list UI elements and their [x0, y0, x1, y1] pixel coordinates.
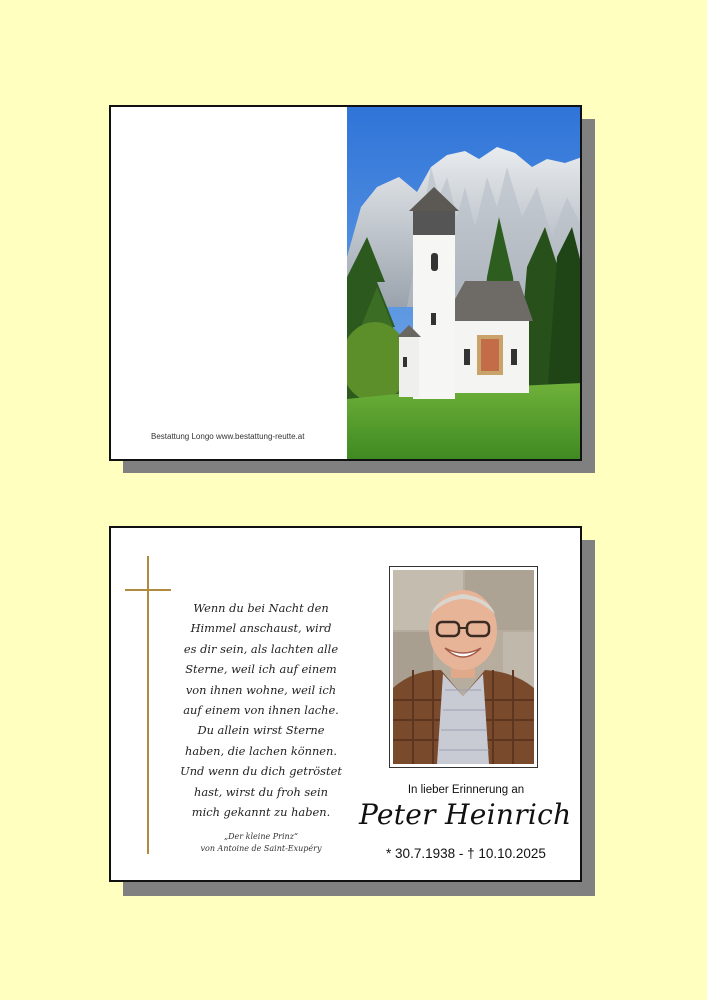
memory-caption: In lieber Erinnerung an	[407, 784, 525, 796]
poem-line: Wenn du bei Nacht den	[193, 601, 329, 615]
card-front-face	[109, 105, 582, 461]
poem-line: mich gekannt zu haben.	[191, 805, 331, 820]
quote-source-author: von Antoine de Saint-Exupéry	[200, 844, 322, 853]
portrait-illustration	[393, 570, 534, 764]
poem-line: es dir sein, als lachten alle	[183, 641, 339, 656]
portrait-frame	[389, 566, 538, 768]
poem-line: von ihnen wohne, weil ich	[185, 682, 337, 697]
poem-line: Sterne, weil ich auf einem	[185, 662, 337, 677]
poem-line: haben, die lachen können.	[184, 743, 337, 758]
funeral-home-imprint: Bestattung Longo www.bestattung-reutte.at	[151, 432, 305, 441]
chapel-photo	[347, 107, 582, 459]
portrait-photo	[393, 570, 534, 764]
poem-line: auf einem von ihnen lache.	[183, 703, 339, 718]
poem-line: Himmel anschaust, wird	[190, 621, 332, 636]
poem-line: Du allein wirst Sterne	[197, 723, 325, 738]
card-inside	[109, 526, 595, 896]
chapel-illustration	[347, 107, 582, 459]
card-inside-face	[109, 526, 582, 882]
deceased-name: Peter Heinrich	[359, 798, 572, 831]
life-dates: * 30.7.1938 - † 10.10.2025	[386, 846, 546, 861]
poem-line: Und wenn du dich getröstet	[180, 764, 342, 779]
cross-icon-vertical	[147, 556, 149, 854]
cross-icon-horizontal	[125, 589, 171, 591]
poem	[159, 598, 363, 822]
card-front	[109, 105, 595, 473]
poem-line: hast, wirst du froh sein	[194, 784, 328, 799]
quote-source-title: „Der kleine Prinz“	[223, 832, 298, 841]
